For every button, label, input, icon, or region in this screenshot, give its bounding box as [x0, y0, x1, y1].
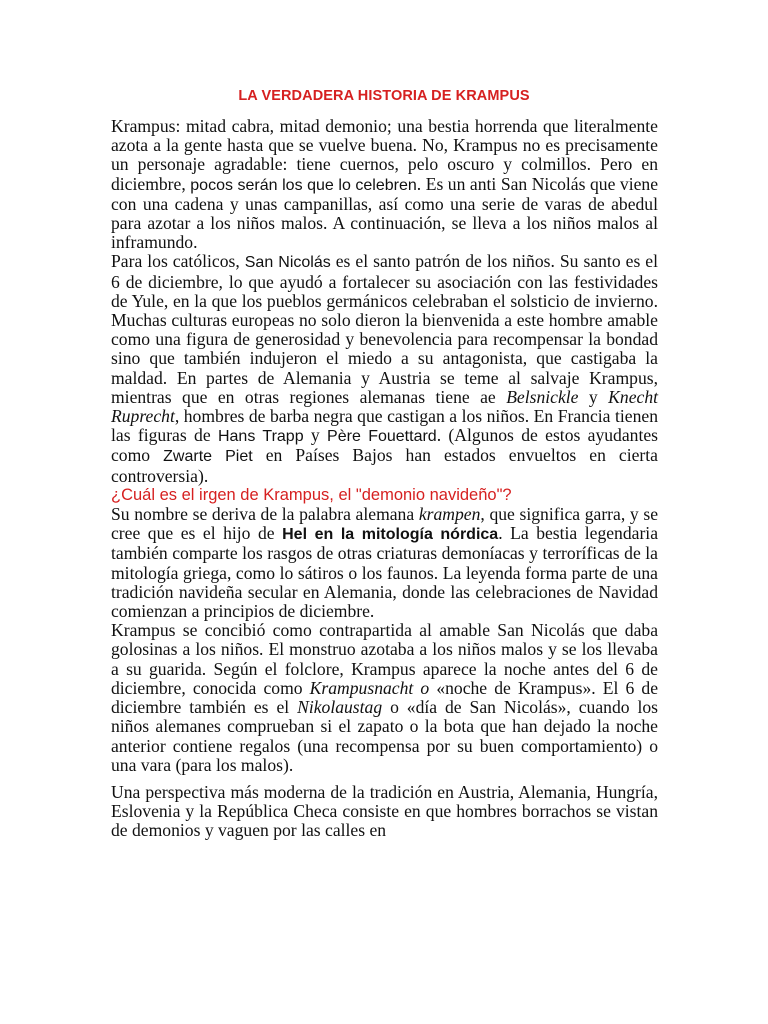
link-hel[interactable]: Hel en la mitología nórdica — [282, 526, 499, 544]
term-knecht-ruprecht: Knecht Ruprecht — [111, 386, 659, 427]
paragraph-modern: Una perspectiva más moderna de la tradición en Austria, Alemania, Hungría, Eslovenia y la República Checa consiste en que hombres borrachos se vistan de demonios y vaguen por las calles en — [111, 781, 658, 841]
link-zwarte-piet[interactable]: Zwarte Piet — [163, 448, 253, 466]
term-belsnickle: Belsnickle — [506, 386, 579, 407]
link-celebration[interactable]: pocos serán los que lo celebren — [190, 176, 417, 194]
term-krampen: krampen — [418, 504, 481, 525]
paragraph-intro: Krampus: mitad cabra, mitad demonio; una bestia horrenda que literalmente azota a la gente hasta que se vuelve buena. No, Krampus no es precisamente un personaje agradable: tiene cuernos, pelo oscuro y colmillos. Pero en diciembre, pocos serán los que lo celebren. Es un anti San Nicolás que viene con una cadena y unas campanillas, así como una serie de varas de abedul para azotar a los niños malos. A continuación, se lleva a los niños malos al inframundo. — [111, 116, 658, 253]
section-heading: ¿Cuál es el irgen de Krampus, el "demonio navideño"? — [111, 485, 512, 504]
document-body — [111, 117, 658, 841]
link-pere-fouettard[interactable]: Père Fouettard — [327, 428, 437, 446]
term-nikolaustag: Nikolaustag — [297, 697, 383, 718]
page-title: LA VERDADERA HISTORIA DE KRAMPUS — [238, 88, 530, 104]
link-hans-trapp[interactable]: Hans Trapp — [217, 428, 304, 446]
term-krampusnacht: Krampusnacht o — [309, 677, 430, 698]
paragraph-origin: Su nombre se deriva de la palabra alemana krampen, que significa garra, y se cree que es el hijo de Hel en la mitología nórdica. La bestia legendaria también comparte los rasgos de otras criaturas demoníacas y terroríficas de la mitología griega, como lo sátiros o los faunos. La leyenda forma parte de una tradición navideña secular en Alemania, donde las celebraciones de Navidad comienzan a principios de diciembre. — [111, 504, 659, 622]
paragraph-tradition: Krampus se concibió como contrapartida al amable San Nicolás que daba golosinas a los niños. El monstruo azotaba a los niños malos y se los llevaba a su guarida. Según el folclore, Krampus aparece la noche antes del 6 de diciembre, conocida como Krampusnacht o «noche de Krampus». El 6 de diciembre también es el Nikolaustag o «día de San Nicolás», cuando los niños alemanes comprueban si el zapato o la bota que han dejado la noche anterior contiene regalos (una recompensa por su buen comportamiento) o una vara (para los malos). — [111, 620, 659, 775]
paragraph-san-nicolas: Para los católicos, San Nicolás es el santo patrón de los niños. Su santo es el 6 de diciembre, lo que ayudó a fortalecer su asociación con las festividades de Yule, en la que los pueblos germánicos celebraban el solsticio de invierno. Muchas culturas europeas no solo dieron la bienvenida a este hombre amable como una figura de generosidad y benevolencia para recompensar la bondad sino que también indujeron el miedo a su antagonista, que castigaba la maldad. En partes de Alemania y Austria se teme al salvaje Krampus, mientras que en otras regiones alemanas tiene ae Belsnickle y Knecht Ruprecht, hombres de barba negra que castigan a los niños. En Francia tienen las figuras de Hans Trapp y Père Fouettard. (Algunos de estos ayudantes como Zwarte Piet en Países Bajos han estados envueltos en cierta controversia). — [111, 251, 659, 486]
link-san-nicolas[interactable]: San Nicolás — [244, 254, 331, 272]
